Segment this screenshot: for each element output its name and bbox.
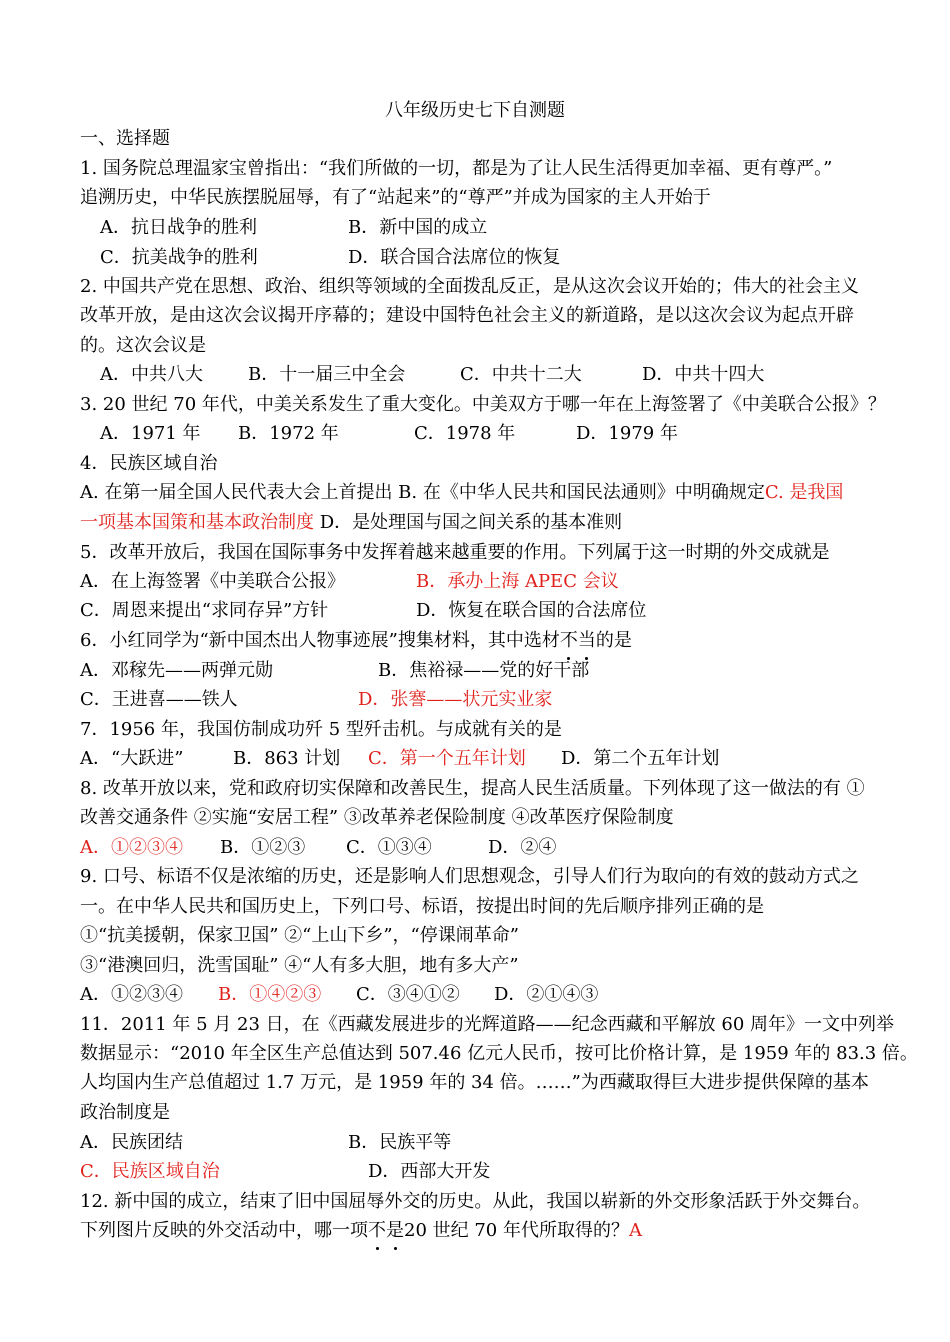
q9-items-line2: ③“港澳回归，洗雪国耻” ④“人有多大胆，地有多大产” bbox=[80, 955, 519, 976]
q11-options-row2 bbox=[80, 1159, 490, 1185]
q6-stem-end: 的是 bbox=[595, 630, 632, 651]
q12-stem-line1: 12. 新中国的成立，结束了旧中国屈辱外交的历史。从此，我国以崭新的外交形象活跃于外交舞台。 bbox=[80, 1191, 871, 1212]
q12-stem-end: 20 世纪 70 年代所取得的？ bbox=[404, 1220, 629, 1241]
q2-option-d: D．中共十四大 bbox=[642, 364, 765, 385]
q11-option-b: B．民族平等 bbox=[348, 1132, 452, 1153]
q3-stem-line1: 3. 20 世纪 70 年代，中美关系发生了重大变化。中美双方于哪一年在上海签署了《中美联合公报》？ bbox=[80, 394, 886, 415]
q11-stem-line3: 人均国内生产总值超过 1.7 万元，是 1959 年的 34 倍。……”为西藏取得巨大进步提供保障的基本 bbox=[80, 1072, 869, 1093]
q6-option-c: C．王进喜——铁人 bbox=[80, 689, 238, 710]
q8-options bbox=[80, 835, 556, 861]
q7-option-b: B．863 计划 bbox=[233, 748, 341, 769]
q9-stem-line1: 9. 口号、标语不仅是浓缩的历史，还是影响人们思想观念，引导人们行为取向的有效的鼓动方式之 bbox=[80, 866, 859, 887]
q2-option-b: B．十一届三中全会 bbox=[248, 364, 406, 385]
q3-option-d: D．1979 年 bbox=[576, 423, 678, 444]
q11-option-a: A．民族团结 bbox=[80, 1132, 183, 1153]
q1-stem-line2: 追溯历史，中华民族摆脱屈辱，有了“站起来”的“尊严”并成为国家的主人开始于 bbox=[80, 187, 711, 208]
q6-emphasis-char-2: 当 bbox=[578, 628, 596, 654]
q2-options bbox=[100, 362, 764, 388]
q11-stem-line4: 政治制度是 bbox=[80, 1102, 170, 1123]
q6-stem-text: 6．小红同学为“新中国杰出人物事迹展”搜集材料，其中选材 bbox=[80, 630, 560, 651]
q6-option-d-answer: D．张謇——状元实业家 bbox=[358, 689, 553, 710]
q4-options-line1 bbox=[80, 480, 843, 506]
q12-emphasis-char-1: 不 bbox=[368, 1218, 386, 1244]
q9-options bbox=[80, 982, 598, 1008]
q6-emphasis-char-1: 不 bbox=[560, 628, 578, 654]
q4-option-d: D．是处理国与国之间关系的基本准则 bbox=[314, 512, 623, 533]
q4-option-c-answer-cont: 一项基本国策和基本政治制度 bbox=[80, 512, 314, 533]
q5-stem: 5．改革开放后，我国在国际事务中发挥着越来越重要的作用。下列属于这一时期的外交成就是 bbox=[80, 542, 830, 563]
q7-options bbox=[80, 746, 719, 772]
q7-option-a: A．“大跃进” bbox=[80, 748, 184, 769]
q5-option-a: A．在上海签署《中美联合公报》 bbox=[80, 571, 345, 592]
q12-emphasis-char-2: 是 bbox=[386, 1218, 404, 1244]
q3-option-b: B．1972 年 bbox=[238, 423, 339, 444]
q7-option-c-answer: C．第一个五年计划 bbox=[368, 748, 526, 769]
q6-option-a: A．邓稼先——两弹元勋 bbox=[80, 660, 273, 681]
q9-option-a: A．①②③④ bbox=[80, 984, 183, 1005]
q3-option-a: A．1971 年 bbox=[100, 423, 201, 444]
q5-option-b-answer: B．承办上海 APEC 会议 bbox=[416, 571, 619, 592]
q11-stem-line2: 数据显示：“2010 年全区生产总值达到 507.46 亿元人民币，按可比价格计算，是 1959 年的 83.3 倍。 bbox=[80, 1043, 918, 1064]
q12-answer: A bbox=[628, 1220, 642, 1241]
q8-option-a-answer: A．①②③④ bbox=[80, 837, 183, 858]
q5-option-d: D．恢复在联合国的合法席位 bbox=[416, 600, 647, 621]
q8-option-d: D．②④ bbox=[488, 837, 557, 858]
q6-option-b: B．焦裕禄——党的好干部 bbox=[378, 660, 590, 681]
q12-stem-line2 bbox=[80, 1218, 642, 1244]
q4-options-ab: A. 在第一届全国人民代表大会上首提出 B. 在《中华人民共和国民法通则》中明确规定 bbox=[80, 482, 765, 503]
q1-options-row1 bbox=[100, 215, 487, 241]
q1-option-b: B．新中国的成立 bbox=[348, 217, 488, 238]
q8-option-c: C．①③④ bbox=[346, 837, 432, 858]
q1-option-c: C．抗美战争的胜利 bbox=[100, 247, 258, 268]
q1-stem-line1: 1. 国务院总理温家宝曾指出：“我们所做的一切，都是为了让人民生活得更加幸福、更有尊严。” bbox=[80, 158, 833, 179]
q3-options bbox=[100, 421, 678, 447]
page-title: 八年级历史七下自测题 bbox=[385, 100, 565, 121]
q9-items-line1: ①“抗美援朝，保家卫国” ②“上山下乡”，“停课闹革命” bbox=[80, 925, 519, 946]
q5-option-c: C．周恩来提出“求同存异”方针 bbox=[80, 600, 329, 621]
q8-stem-line2: 改善交通条件 ②实施“安居工程” ③改革养老保险制度 ④改革医疗保险制度 bbox=[80, 807, 674, 828]
q1-option-d: D．联合国合法席位的恢复 bbox=[348, 247, 561, 268]
q9-option-b-answer: B．①④②③ bbox=[218, 984, 322, 1005]
q2-stem-line1: 2. 中国共产党在思想、政治、组织等领域的全面拨乱反正，是从这次会议开始的；伟大的社会主义 bbox=[80, 276, 859, 297]
q4-stem: 4．民族区域自治 bbox=[80, 453, 218, 474]
q1-option-a: A．抗日战争的胜利 bbox=[100, 217, 257, 238]
section-heading: 一、选择题 bbox=[80, 128, 170, 149]
q6-stem bbox=[80, 628, 632, 654]
q9-stem-line2: 一。在中华人民共和国历史上，下列口号、标语，按提出时间的先后顺序排列正确的是 bbox=[80, 896, 764, 917]
q11-stem-line1: 11．2011 年 5 月 23 日，在《西藏发展进步的光辉道路——纪念西藏和平解放 60 周年》一文中列举 bbox=[80, 1014, 895, 1035]
q8-option-b: B．①②③ bbox=[220, 837, 306, 858]
q9-option-c: C．③④①② bbox=[356, 984, 460, 1005]
q6-options-row1 bbox=[80, 658, 589, 684]
q11-options-row1 bbox=[80, 1130, 451, 1156]
q3-option-c: C．1978 年 bbox=[414, 423, 516, 444]
q4-options-line2 bbox=[80, 510, 622, 536]
q11-option-c-answer: C．民族区域自治 bbox=[80, 1161, 220, 1182]
q12-stem-text: 下列图片反映的外交活动中，哪一项 bbox=[80, 1220, 368, 1241]
q2-stem-line3: 的。这次会议是 bbox=[80, 335, 206, 356]
q5-options-row1 bbox=[80, 569, 619, 595]
q8-stem-line1: 8. 改革开放以来，党和政府切实保障和改善民生，提高人民生活质量。下列体现了这一做法的有 ① bbox=[80, 778, 865, 799]
q2-option-a: A．中共八大 bbox=[100, 364, 203, 385]
q11-option-d: D．西部大开发 bbox=[368, 1161, 491, 1182]
q6-options-row2 bbox=[80, 687, 552, 713]
q9-option-d: D．②①④③ bbox=[494, 984, 599, 1005]
q7-option-d: D．第二个五年计划 bbox=[561, 748, 720, 769]
q7-stem: 7．1956 年，我国仿制成功歼 5 型歼击机。与成就有关的是 bbox=[80, 719, 562, 740]
q2-stem-line2: 改革开放，是由这次会议揭开序幕的；建设中国特色社会主义的新道路，是以这次会议为起点开辟 bbox=[80, 305, 854, 326]
q4-option-c-answer: C. 是我国 bbox=[764, 482, 844, 503]
q5-options-row2 bbox=[80, 598, 646, 624]
q1-options-row2 bbox=[100, 245, 560, 271]
q2-option-c: C．中共十二大 bbox=[460, 364, 582, 385]
